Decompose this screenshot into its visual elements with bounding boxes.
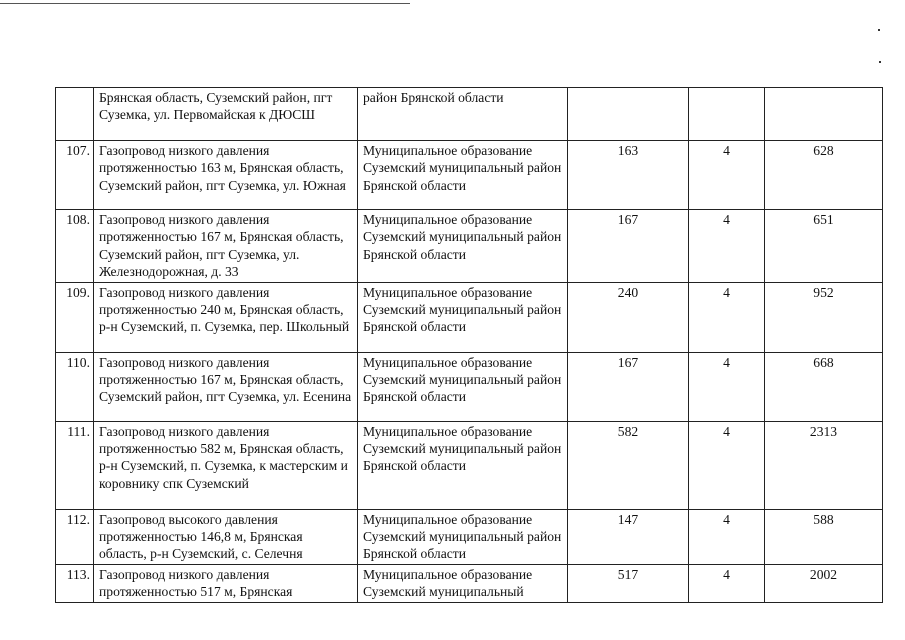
owner-name: Муниципальное образование Суземский муниципальный район Брянской области xyxy=(358,141,568,210)
length-value xyxy=(568,88,689,141)
owner-name: район Брянской области xyxy=(358,88,568,141)
owner-name: Муниципальное образование Суземский муниципальный район Брянской области xyxy=(358,210,568,283)
amount-value: 2313 xyxy=(765,421,883,509)
length-value: 240 xyxy=(568,282,689,352)
length-value: 517 xyxy=(568,564,689,602)
object-description: Газопровод низкого давления протяженностью 582 м, Брянская область, р-н Суземский, п. Суземка, к мастерским и коровнику спк Суземский xyxy=(94,421,358,509)
object-description: Газопровод низкого давления протяженностью 167 м, Брянская область, Суземский район, пгт Суземка, ул. Железнодорожная, д. 33 xyxy=(94,210,358,283)
table-row xyxy=(56,88,883,141)
table-row xyxy=(56,210,883,283)
table-row xyxy=(56,509,883,564)
table-row xyxy=(56,141,883,210)
amount-value: 588 xyxy=(765,509,883,564)
amount-value: 651 xyxy=(765,210,883,283)
row-number: 108. xyxy=(56,210,94,283)
length-value: 167 xyxy=(568,210,689,283)
category-value: 4 xyxy=(689,421,765,509)
object-description: Брянская область, Суземский район, пгт Суземка, ул. Первомайская к ДЮСШ xyxy=(94,88,358,141)
gas-pipeline-table xyxy=(55,87,883,603)
category-value: 4 xyxy=(689,564,765,602)
row-number xyxy=(56,88,94,141)
length-value: 147 xyxy=(568,509,689,564)
table-row xyxy=(56,282,883,352)
category-value xyxy=(689,88,765,141)
row-number: 111. xyxy=(56,421,94,509)
object-description: Газопровод низкого давления протяженностью 240 м, Брянская область, р-н Суземский, п. Суземка, пер. Школьный xyxy=(94,282,358,352)
owner-name: Муниципальное образование Суземский муниципальный район Брянской области xyxy=(358,421,568,509)
length-value: 163 xyxy=(568,141,689,210)
row-number: 107. xyxy=(56,141,94,210)
row-number: 109. xyxy=(56,282,94,352)
amount-value: 2002 xyxy=(765,564,883,602)
amount-value: 952 xyxy=(765,282,883,352)
table-row xyxy=(56,564,883,602)
owner-name: Муниципальное образование Суземский муниципальный район Брянской области xyxy=(358,282,568,352)
object-description: Газопровод низкого давления протяженностью 517 м, Брянская xyxy=(94,564,358,602)
row-number: 112. xyxy=(56,509,94,564)
row-number: 110. xyxy=(56,352,94,421)
object-description: Газопровод низкого давления протяженностью 167 м, Брянская область, Суземский район, пгт Суземка, ул. Есенина xyxy=(94,352,358,421)
table-row xyxy=(56,421,883,509)
owner-name: Муниципальное образование Суземский муниципальный район Брянской области xyxy=(358,352,568,421)
object-description: Газопровод низкого давления протяженностью 163 м, Брянская область, Суземский район, пгт Суземка, ул. Южная xyxy=(94,141,358,210)
row-number: 113. xyxy=(56,564,94,602)
table-row xyxy=(56,352,883,421)
category-value: 4 xyxy=(689,352,765,421)
amount-value: 668 xyxy=(765,352,883,421)
amount-value: 628 xyxy=(765,141,883,210)
length-value: 582 xyxy=(568,421,689,509)
length-value: 167 xyxy=(568,352,689,421)
category-value: 4 xyxy=(689,509,765,564)
scan-speck xyxy=(878,29,880,31)
object-description: Газопровод высокого давления протяженностью 146,8 м, Брянская область, р-н Суземский, с. Селечня xyxy=(94,509,358,564)
category-value: 4 xyxy=(689,282,765,352)
category-value: 4 xyxy=(689,210,765,283)
amount-value xyxy=(765,88,883,141)
owner-name: Муниципальное образование Суземский муниципальный район Брянской области xyxy=(358,509,568,564)
category-value: 4 xyxy=(689,141,765,210)
scan-speck xyxy=(879,61,881,63)
top-rule xyxy=(0,3,410,4)
owner-name: Муниципальное образование Суземский муниципальный xyxy=(358,564,568,602)
